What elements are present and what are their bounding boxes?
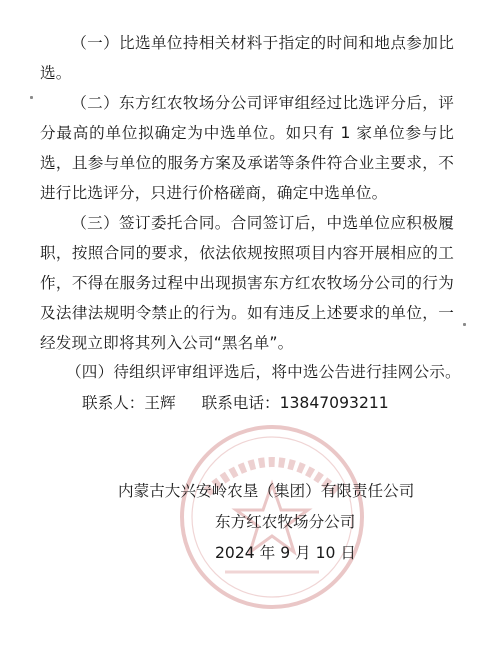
paragraph-1: （一）比选单位持相关材料于指定的时间和地点参加比选。 — [40, 34, 454, 82]
signature-date: 2024 年 9 月 10 日 — [215, 544, 357, 562]
paragraph-2: （二）东方红农牧场分公司评审组经过比选评分后，评分最高的单位拟确定为中选单位。如只有 1 家单位参与比选，且参与单位的服务方案及承诺等条件符合业主要求，不进行比选评分，只进行价格磋商，确定中选单位。 — [40, 94, 454, 202]
signature-branch: 东方红农牧场分公司 — [215, 513, 356, 531]
scan-speck — [463, 323, 466, 326]
paragraph-3: （三）签订委托合同。合同签订后，中选单位应积极履职，按照合同的要求，依法依规按照项目内容开展相应的工作，不得在服务过程中出现损害东方红农牧场分公司的行为及法律法规明令禁止的行为。如有违反上述要求的单位，一经发现立即将其列入公司“黑名单”。 — [40, 214, 454, 352]
contact-person-name: 王辉 — [144, 394, 176, 412]
signature-company: 内蒙古大兴安岭农垦（集团）有限责任公司 — [118, 482, 415, 500]
scan-speck — [30, 96, 33, 99]
contact-phone-label: 联系电话： — [201, 394, 280, 412]
contact-line — [82, 388, 389, 418]
paragraph-4: （四）待组织评审组评选后，将中选公告进行挂网公示。 — [66, 363, 461, 381]
contact-person-label: 联系人： — [82, 394, 145, 412]
contact-phone-number: 13847093211 — [279, 394, 389, 412]
